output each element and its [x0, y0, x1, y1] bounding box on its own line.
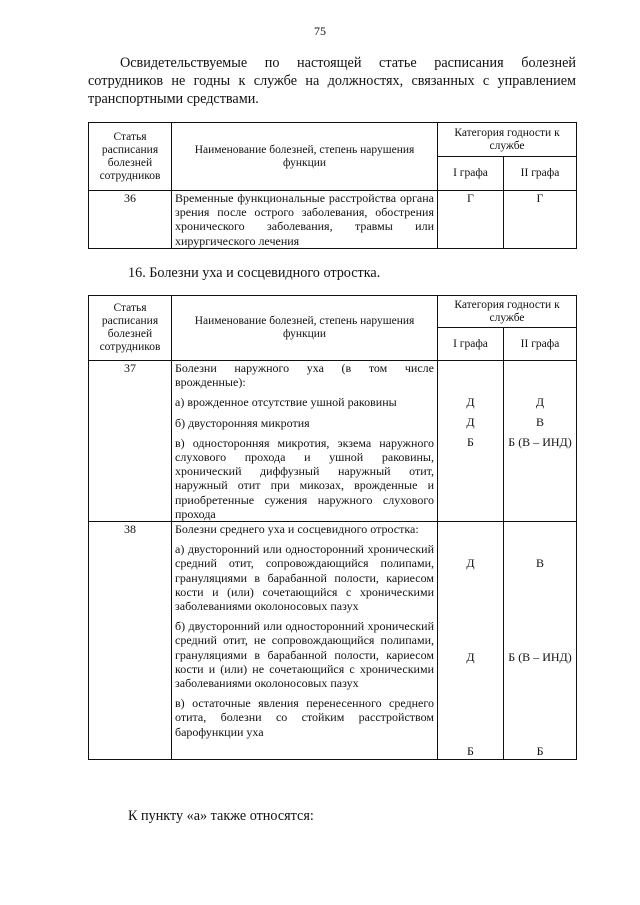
- category-value: Б: [467, 744, 474, 759]
- header-article: Статья расписания болезней сотрудников: [89, 123, 172, 191]
- category-value: Б (В – ИНД): [508, 435, 572, 450]
- section-heading: 16. Болезни уха и сосцевидного отростка.: [128, 265, 381, 281]
- category-value: Д: [466, 395, 475, 409]
- disease-item: а) врожденное отсутствие ушной раковины: [175, 395, 397, 410]
- category-value: Б (В – ИНД): [508, 650, 572, 665]
- article-number: 38: [89, 522, 172, 760]
- category-graph-2: Г: [504, 191, 577, 249]
- header-disease-name: Наименование болезней, степень нарушения функции: [172, 123, 438, 191]
- header-category: Категория годности к службе: [438, 296, 577, 328]
- disease-description-cell: [172, 361, 438, 522]
- category-value: Д: [535, 395, 545, 409]
- disease-item: в) односторонняя микротия, экзема наружного слухового прохода и ушной раковины, хронический диффузный наружный отит, наружный отит при микозах, врожденные и приобретенные сужения наружного слухового прохода: [175, 435, 434, 521]
- disease-item: в) остаточные явления перенесенного среднего отита, болезни со стойким расстройством барофункции уха: [175, 696, 434, 739]
- table-row: [89, 522, 577, 760]
- category-graph-1-cell: [438, 361, 504, 522]
- intro-paragraph: Освидетельствуемые по настоящей статье расписания болезней сотрудников не годны к службе на должностях, связанных с управлением транспортными средствами.: [88, 55, 576, 107]
- disease-item: б) двусторонняя микротия: [175, 415, 310, 430]
- category-graph-1: Г: [438, 191, 504, 249]
- eye-disorders-table: [88, 122, 577, 249]
- category-graph-2-cell: [504, 522, 577, 760]
- category-value: Д: [466, 650, 475, 665]
- article-intro: Болезни наружного уха (в том числе врожденные):: [175, 361, 434, 390]
- article-number: 37: [89, 361, 172, 522]
- category-value: В: [536, 415, 545, 430]
- page-number: 75: [314, 24, 326, 38]
- footer-note: К пункту «а» также относятся:: [128, 808, 314, 824]
- disease-item: б) двусторонний или односторонний хронический средний отит, не сопровождающийся полипами, грануляциями в барабанной полости, кариесом кости и (или) не сочетающийся с хроническими заболеваниями околоносовых пазух: [175, 619, 434, 691]
- table-row: [89, 191, 577, 249]
- category-value: Б: [536, 744, 544, 759]
- header-graph-2: II графа: [504, 328, 577, 361]
- article-intro: Болезни среднего уха и сосцевидного отростка:: [175, 522, 419, 537]
- header-graph-2: II графа: [504, 157, 577, 191]
- disease-description-cell: [172, 522, 438, 760]
- ear-diseases-table: [88, 295, 577, 760]
- category-value: В: [536, 556, 545, 571]
- disease-description: Временные функциональные расстройства органа зрения после острого заболевания, обострения хронического заболевания, травмы или хирургического лечения: [172, 191, 438, 249]
- header-graph-1: I графа: [438, 157, 504, 191]
- category-value: Б: [467, 435, 474, 450]
- header-article: Статья расписания болезней сотрудников: [89, 296, 172, 361]
- header-category: Категория годности к службе: [438, 123, 577, 157]
- category-value: Д: [466, 415, 475, 430]
- disease-item: а) двусторонний или односторонний хронический средний отит, сопровождающийся полипами, грануляциями в барабанной полости, кариесом кости и (или) сочетающийся с хроническими заболеваниями околоносовых пазух: [175, 542, 434, 614]
- category-graph-2-cell: [504, 361, 577, 522]
- article-number: 36: [89, 191, 172, 249]
- table-row: [89, 361, 577, 522]
- header-disease-name: Наименование болезней, степень нарушения функции: [172, 296, 438, 361]
- header-graph-1: I графа: [438, 328, 504, 361]
- category-graph-1-cell: [438, 522, 504, 760]
- category-value: Д: [466, 556, 475, 571]
